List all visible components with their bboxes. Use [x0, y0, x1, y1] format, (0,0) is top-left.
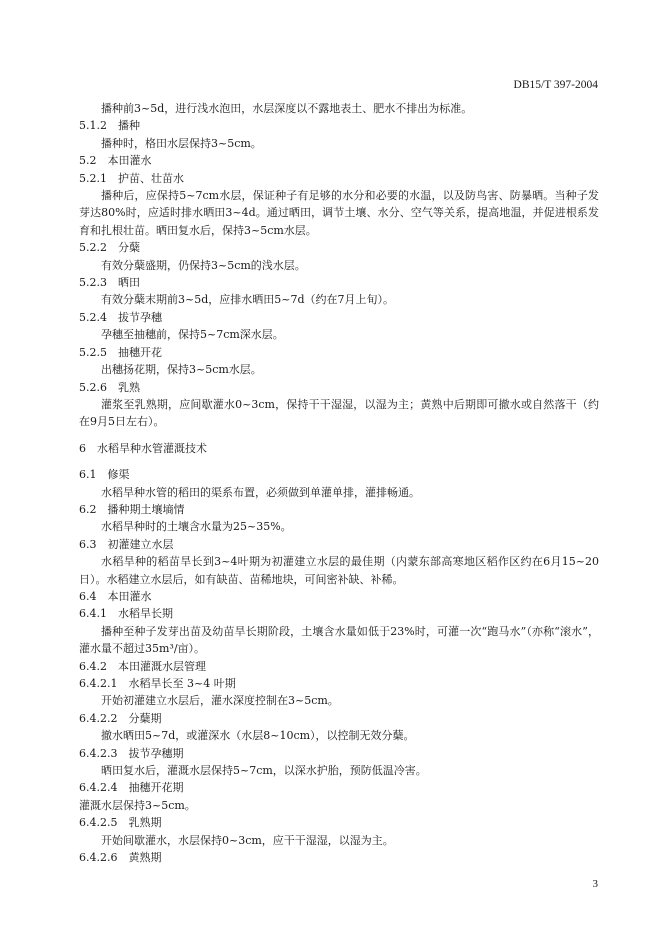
section-heading: 5.2.1 护苗、壮苗水	[79, 171, 184, 185]
section-heading: 5.2.2 分蘖	[79, 241, 140, 255]
section-heading: 6.4.1 水稻旱长期	[79, 607, 173, 621]
paragraph: 开始间歇灌水，水层保持0~3cm，应干干湿湿，以湿为主。	[101, 833, 394, 847]
paragraph: 出穗扬花期，保持3~5cm水层。	[101, 363, 262, 377]
section-heading: 6.3 初灌建立水层	[79, 537, 174, 551]
paragraph: 播种后，应保持5~7cm水层，保证种子有足够的水分和必要的水温，以及防鸟害、防暴晒。当种子发芽达80%时，应适时排水晒田3~4d。通过晒田，调节土壤、水分、空气等关系，提高地温，并促进根系发育和扎根壮苗。晒田复水后，保持3~5cm水层。	[79, 189, 599, 237]
section-heading: 6.4.2.4 抽穗开花期	[79, 781, 184, 795]
paragraph: 孕穗至抽穗前，保持5~7cm深水层。	[101, 328, 284, 342]
section-heading: 5.2 本田灌水	[79, 154, 152, 168]
section-heading: 6.4.2.2 分蘖期	[79, 711, 162, 725]
section-heading: 5.2.6 乳熟	[79, 380, 140, 394]
section-heading: 5.2.3 晒田	[79, 276, 140, 290]
paragraph: 晒田复水后，灌溉水层保持5~7cm，以深水护胎，预防低温冷害。	[101, 764, 427, 778]
section-heading: 6.1 修渠	[79, 468, 130, 482]
paragraph: 播种时，格田水层保持3~5cm。	[101, 136, 262, 150]
paragraph: 播种前3~5d，进行浅水泡田，水层深度以不露地表土、肥水不排出为标准。	[101, 102, 473, 115]
document-body	[79, 100, 599, 866]
paragraph: 水稻旱种时的土壤含水量为25~35%。	[101, 520, 292, 534]
section-heading: 5.2.5 抽穗开花	[79, 345, 162, 359]
page-number: 3	[592, 878, 598, 890]
chapter-heading: 6 水稻旱种水管灌溉技术	[79, 441, 207, 455]
paragraph: 灌浆至乳熟期，应间歇灌水0~3cm，保持干干湿湿，以湿为主；黄熟中后期即可撤水或自然落干（约在9月5日左右）。	[79, 397, 599, 429]
section-heading: 6.4.2.6 黄熟期	[79, 851, 162, 865]
paragraph: 水稻旱种的稻苗旱长到3~4叶期为初灌建立水层的最佳期（内蒙东部高寒地区稻作区约在6月15~20日）。水稻建立水层后，如有缺苗、苗稀地块，可间密补缺、补稀。	[79, 555, 599, 586]
paragraph: 开始初灌建立水层后，灌水深度控制在3~5cm。	[101, 694, 339, 708]
section-heading: 5.2.4 拔节孕穗	[79, 310, 162, 324]
paragraph: 播种至种子发芽出苗及幼苗旱长期阶段，土壤含水量如低于23%时，可灌一次“跑马水”（亦称“滚水”，灌水量不超过35m³/亩）。	[79, 624, 599, 656]
paragraph: 有效分蘖盛期，仍保持3~5cm的浅水层。	[101, 258, 306, 272]
paragraph: 灌溉水层保持3~5cm。	[79, 798, 196, 812]
standard-number: DB15/T 397-2004	[513, 79, 598, 91]
section-heading: 5.1.2 播种	[79, 119, 140, 133]
section-heading: 6.4.2.3 拔节孕穗期	[79, 746, 184, 760]
paragraph: 有效分蘖末期前3~5d，应排水晒田5~7d（约在7月上旬）。	[101, 293, 395, 307]
paragraph: 水稻旱种水管的稻田的渠系布置，必须做到单灌单排，灌排畅通。	[101, 485, 420, 499]
section-heading: 6.4.2.5 乳熟期	[79, 816, 162, 830]
section-heading: 6.4 本田灌水	[79, 589, 152, 603]
paragraph: 撤水晒田5~7d，或灌深水（水层8~10cm），以控制无效分蘖。	[101, 729, 415, 743]
section-heading: 6.2 播种期土壤墒情	[79, 502, 185, 516]
section-heading: 6.4.2 本田灌溉水层管理	[79, 659, 206, 673]
section-heading: 6.4.2.1 水稻旱长至 3~4 叶期	[79, 677, 236, 690]
